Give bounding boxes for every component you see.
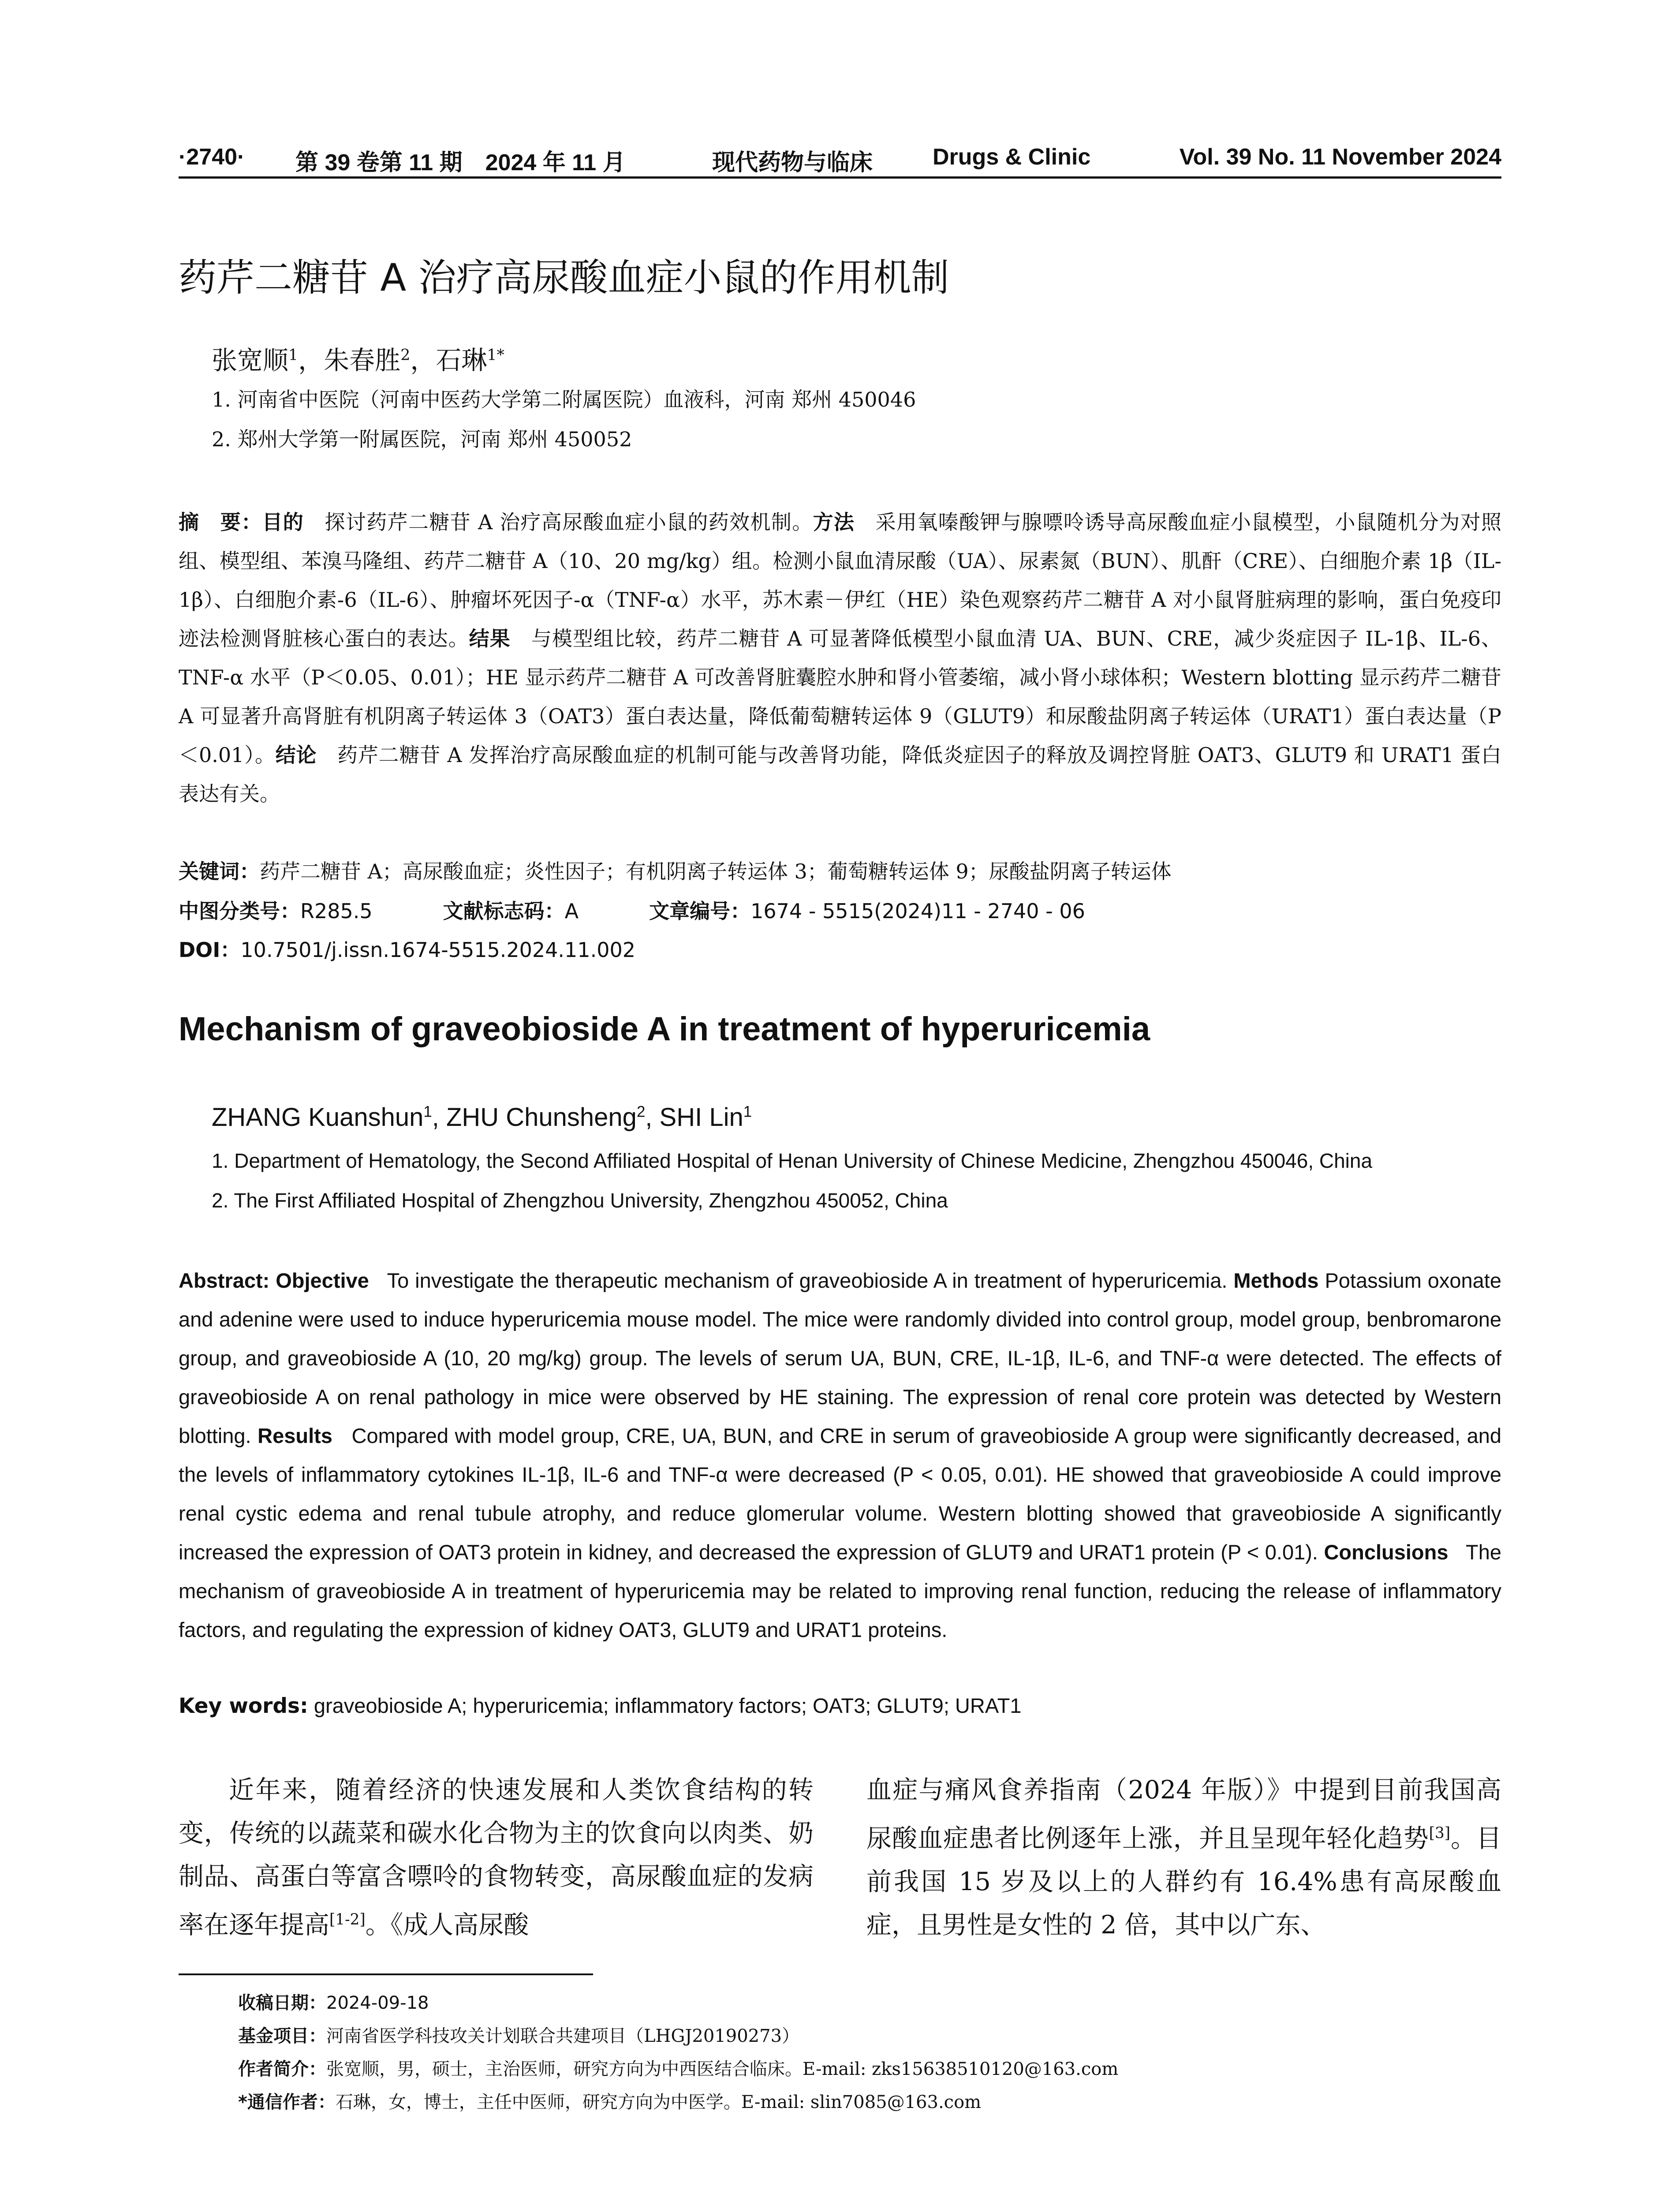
objective-text-en: To investigate the therapeutic mechanism of graveobioside A in treatment of hyperuricemia. [387,1269,1228,1292]
footnote-value: 河南省医学科技攻关计划联合共建项目（LHGJ20190273） [326,2026,800,2046]
clc-value: R285.5 [300,899,373,923]
keywords-value-en: graveobioside A; hyperuricemia; inflammatory factors; OAT3; GLUT9; URAT1 [314,1694,1022,1717]
issue-en: Vol. 39 No. 11 November 2024 [1179,144,1501,170]
footnote-corresponding [238,2088,981,2113]
author-mark: 1 [288,346,299,364]
body-text: 。目前我国 15 岁及以上的人群约有 16.4%患有高尿酸血症，且男性是女性的 2 倍，其中以广东、 [866,1824,1502,1940]
page-number: ·2740· [179,144,245,170]
footnote-rule [179,1973,593,1975]
author-name: ZHANG Kuanshun [212,1103,424,1132]
affiliation-en-1: 1. Department of Hematology, the Second Affiliated Hospital of Henan University of Chinese Medicine, Zhengzhou 450046, China [212,1149,1373,1172]
header-rule [179,176,1501,179]
issue-cn: 第 39 卷第 11 期 2024 年 11 月 [295,150,626,176]
affiliation-cn-2: 2. 郑州大学第一附属医院，河南 郑州 450052 [212,427,632,451]
article-number-value: 1674 - 5515(2024)11 - 2740 - 06 [750,899,1085,923]
doc-code-label: 文献标志码： [443,899,565,923]
footnote-funding [238,2022,799,2047]
footnote-received [238,1989,429,2014]
body-text: 近年来，随着经济的快速发展和人类饮食结构的转变，传统的以蔬菜和碳水化合物为主的饮食向以肉类、奶制品、高蛋白等富含嘌呤的食物转变，高尿酸血症的发病率在逐年提高 [179,1775,814,1940]
footnote-label: 基金项目： [238,2026,326,2046]
author-mark: 1* [487,346,504,364]
objective-text: 探讨药芹二糖苷 A 治疗高尿酸血症小鼠的药效机制。 [325,510,813,534]
footnote-value: 张宽顺，男，硕士，主治医师，研究方向为中西医结合临床。E-mail: zks15638510120@163.com [326,2059,1119,2079]
doc-code-value: A [564,899,579,923]
results-text-en: Compared with model group, CRE, UA, BUN, and CRE in serum of graveobioside A group were significantly decreased, and the levels of inflammatory cytokines IL-1β, IL-6 and TNF-α were decreased (P < 0.05, 0.01). HE showed that graveobioside A could improve renal cystic edema and renal tubule atrophy, and reduce glomerular volume. Western blotting showed that graveobioside A significantly increased the expression of OAT3 protein in kidney, and decreased the expression of GLUT9 and URAT1 protein (P < 0.01). [179,1424,1501,1564]
body-text: 。《成人高尿酸 [365,1910,529,1940]
abstract-cn [179,503,1501,813]
journal-en: Drugs & Clinic [933,144,1091,170]
affiliation-en-2: 2. The First Affiliated Hospital of Zhengzhou University, Zhengzhou 450052, China [212,1189,948,1212]
footnote-label: 作者简介： [238,2059,326,2079]
methods-text-en: Potassium oxonate and adenine were used to induce hyperuricemia mouse model. The mice were randomly divided into control group, model group, benbromarone group, and graveobioside A (10, 20 mg/kg) group. The levels of serum UA, BUN, CRE, IL-1β, IL-6, and TNF-α were detected. The effects of graveobioside A on renal pathology in mice were observed by HE staining. The expression of renal core protein was detected by Western blotting. [179,1269,1501,1447]
authors-cn [212,340,504,377]
abstract-en [179,1261,1501,1649]
doi-line [179,934,635,963]
authors-en [212,1102,752,1132]
body-column-right [866,1768,1501,1947]
results-label-en: Results [258,1424,332,1447]
author-name: 张宽顺 [212,345,289,375]
author-name: 朱春胜 [324,345,401,375]
body-column-left [179,1768,814,1947]
abstract-label: 摘 要： [179,510,262,534]
title-cn: 药芹二糖苷 A 治疗高尿酸血症小鼠的作用机制 [179,256,949,300]
results-label: 结果 [469,627,511,650]
author-separator: , [645,1103,660,1132]
author-mark: 2 [400,346,411,364]
title-en: Mechanism of graveobioside A in treatment of hyperuricemia [179,1010,1150,1048]
objective-label-en: Objective [276,1269,369,1292]
author-mark: 1 [743,1103,752,1121]
author-separator: ， [410,345,436,375]
methods-label: 方法 [813,510,855,534]
results-text: 与模型组比较，药芹二糖苷 A 可显著降低模型小鼠血清 UA、BUN、CRE，减少炎症因子 IL-1β、IL-6、TNF-α 水平（P＜0.05、0.01）；HE 显示药芹二糖苷 A 可改善肾脏囊腔水肿和肾小管萎缩，减小肾小球体积；Western blotting 显示药芹二糖苷 A 可显著升高肾脏有机阴离子转运体 3（OAT3）蛋白表达量，降低葡萄糖转运体 9（GLUT9）和尿酸盐阴离子转运体（URAT1）蛋白表达量（P＜0.01）。 [179,627,1502,767]
author-separator: , [432,1103,446,1132]
conclusion-text: 药芹二糖苷 A 发挥治疗高尿酸血症的机制可能与改善肾功能，降低炎症因子的释放及调控肾脏 OAT3、GLUT9 和 URAT1 蛋白表达有关。 [179,743,1501,806]
author-separator: ， [298,345,324,375]
objective-label: 目的 [262,510,304,534]
abstract-label-en: Abstract: [179,1269,270,1292]
conclusion-text-en: The mechanism of graveobioside A in treatment of hyperuricemia may be related to improving renal function, reducing the release of inflammatory factors, and regulating the expression of kidney OAT3, GLUT9 and URAT1 proteins. [179,1540,1502,1641]
keywords-label: 关键词： [179,860,260,883]
running-header [179,140,1501,176]
methods-label-en: Methods [1233,1269,1319,1292]
body-text: 血症与痛风食养指南（2024 年版）》中提到目前我国高尿酸血症患者比例逐年上涨，并且呈现年轻化趋势 [866,1775,1501,1853]
methods-text: 采用氧嗪酸钾与腺嘌呤诱导高尿酸血症小鼠模型，小鼠随机分为对照组、模型组、苯溴马隆组、药芹二糖苷 A（10、20 mg/kg）组。检测小鼠血清尿酸（UA）、尿素氮（BUN）、肌酐（CRE）、白细胞介素 1β（IL-1β）、白细胞介素-6（IL-6）、肿瘤坏死因子-α（TNF-α）水平，苏木素－伊红（HE）染色观察药芹二糖苷 A 对小鼠肾脏病理的影响，蛋白免疫印迹法检测肾脏核心蛋白的表达。 [179,510,1502,650]
affiliation-cn-1: 1. 河南省中医院（河南中医药大学第二附属医院）血液科，河南 郑州 450046 [212,388,916,411]
author-mark: 2 [636,1103,646,1121]
author-name: SHI Lin [659,1103,743,1132]
doi-label: DOI： [179,938,241,962]
footnote-value: 石琳，女，博士，主任中医师，研究方向为中医学。E-mail: slin7085@163.com [335,2092,982,2112]
conclusion-label-en: Conclusions [1324,1540,1449,1564]
footnote-author-bio [238,2055,1118,2080]
keywords-en [179,1693,1501,1718]
author-mark: 1 [423,1103,432,1121]
doi-value: 10.7501/j.issn.1674-5515.2024.11.002 [240,938,636,962]
author-name: ZHU Chunsheng [446,1103,637,1132]
author-name: 石琳 [436,345,487,375]
keywords-cn [179,856,1172,885]
article-number-label: 文章编号： [649,899,751,923]
classification-line [179,895,1085,924]
footnote-label: 收稿日期： [238,1993,326,2013]
citation: [1-2] [329,1911,366,1928]
conclusion-label: 结论 [275,743,317,767]
keywords-label-en: Key words: [179,1694,308,1718]
clc-label: 中图分类号： [179,899,300,923]
footnote-value: 2024-09-18 [326,1993,429,2013]
keywords-value: 药芹二糖苷 A；高尿酸血症；炎性因子；有机阴离子转运体 3；葡萄糖转运体 9；尿酸盐阴离子转运体 [260,860,1172,883]
citation: [3] [1429,1824,1451,1842]
footnote-label: *通信作者： [238,2092,336,2112]
journal-cn: 现代药物与临床 [712,150,873,176]
